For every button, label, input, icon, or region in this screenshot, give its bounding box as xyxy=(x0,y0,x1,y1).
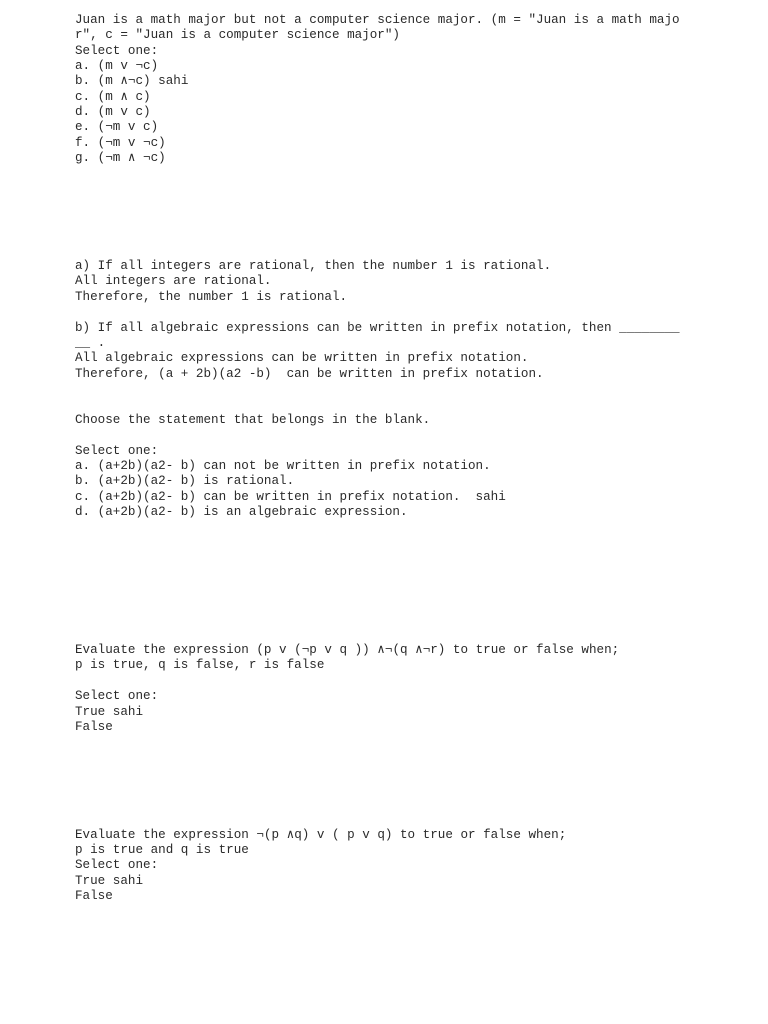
q4-option-false: False xyxy=(75,889,113,903)
q2-argument-a-line-3: Therefore, the number 1 is rational. xyxy=(75,290,348,304)
q3-select-one-label: Select one: xyxy=(75,689,159,703)
q1-text-line-1: Juan is a math major but not a computer science major. (m = "Juan is a math majo xyxy=(75,13,680,27)
q2-argument-a-line-1: a) If all integers are rational, then the number 1 is rational. xyxy=(75,259,552,273)
q1-option-c: c. (m ∧ c) xyxy=(75,90,151,104)
q2-prompt: Choose the statement that belongs in the blank. xyxy=(75,413,431,427)
q4-option-true: True sahi xyxy=(75,874,144,888)
q4-select-one-label: Select one: xyxy=(75,858,159,872)
q2-select-one-label: Select one: xyxy=(75,444,159,458)
q2-option-b: b. (a+2b)(a2- b) is rational. xyxy=(75,474,295,488)
q1-option-f: f. (¬m v ¬c) xyxy=(75,136,166,150)
q4-text-line-1: Evaluate the expression ¬(p ∧q) v ( p v q) to true or false when; xyxy=(75,828,567,842)
q2-argument-b-line-1: b) If all algebraic expressions can be written in prefix notation, then ________ xyxy=(75,321,680,335)
q1-option-d: d. (m v c) xyxy=(75,105,151,119)
q3-option-false: False xyxy=(75,720,113,734)
q1-option-e: e. (¬m v c) xyxy=(75,120,159,134)
q2-option-c: c. (a+2b)(a2- b) can be written in prefix notation. sahi xyxy=(75,490,506,504)
q2-argument-b-line-4: Therefore, (a + 2b)(a2 -b) can be written in prefix notation. xyxy=(75,367,544,381)
q3-text-line-2: p is true, q is false, r is false xyxy=(75,658,325,672)
q2-option-a: a. (a+2b)(a2- b) can not be written in prefix notation. xyxy=(75,459,491,473)
q2-argument-b-line-2: __ . xyxy=(75,336,106,350)
q1-option-b: b. (m ∧¬c) sahi xyxy=(75,74,189,88)
q1-option-g: g. (¬m ∧ ¬c) xyxy=(75,151,166,165)
q1-option-a: a. (m v ¬c) xyxy=(75,59,159,73)
q2-option-d: d. (a+2b)(a2- b) is an algebraic expression. xyxy=(75,505,408,519)
q2-argument-a-line-2: All integers are rational. xyxy=(75,274,272,288)
q4-text-line-2: p is true and q is true xyxy=(75,843,249,857)
q3-option-true: True sahi xyxy=(75,705,144,719)
q1-select-one-label: Select one: xyxy=(75,44,159,58)
q3-text-line-1: Evaluate the expression (p v (¬p v q )) ∧¬(q ∧¬r) to true or false when; xyxy=(75,643,620,657)
q1-text-line-2: r", c = "Juan is a computer science major") xyxy=(75,28,400,42)
q2-argument-b-line-3: All algebraic expressions can be written in prefix notation. xyxy=(75,351,529,365)
